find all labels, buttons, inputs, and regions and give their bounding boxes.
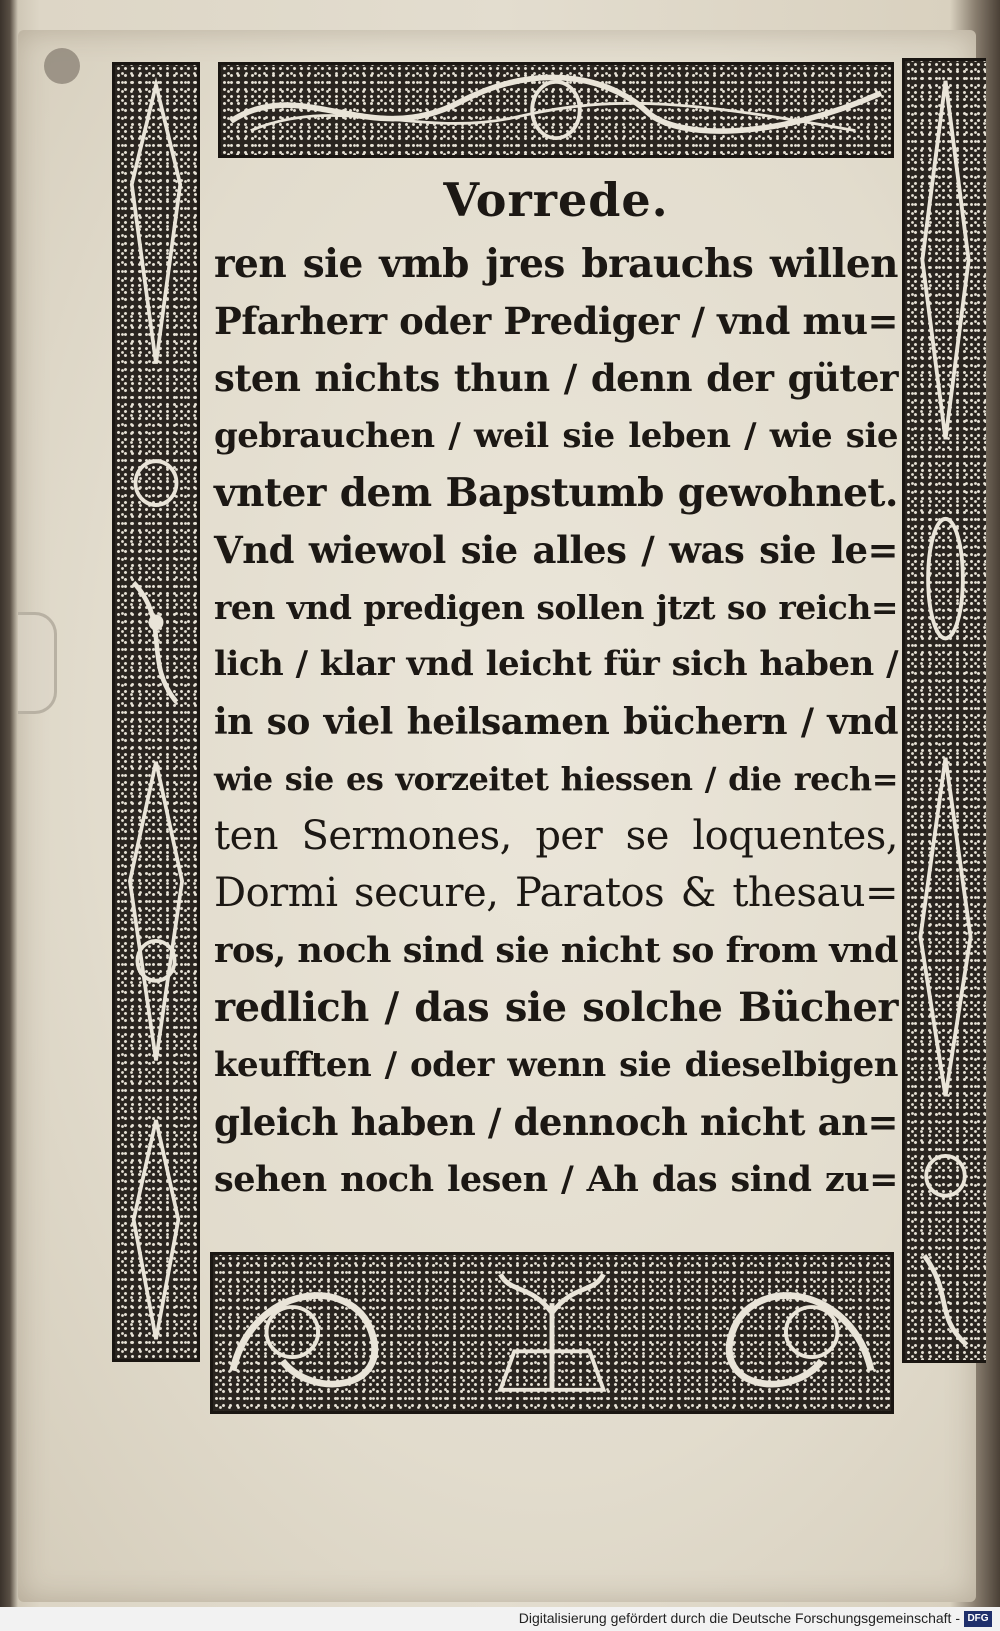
text-line: in so viel heilsamen büchern / vnd <box>214 700 898 743</box>
ornament-top-border <box>218 62 894 158</box>
text-line: wie sie es vorzeitet hiessen / die rech= <box>214 759 898 798</box>
text-line: ros, noch sind sie nicht so from vnd <box>214 930 898 972</box>
text-line: Pfarherr oder Prediger / vnd mu= <box>214 299 898 344</box>
page-text-block <box>214 170 898 1208</box>
text-line: Vnd wiewol sie alles / was sie le= <box>214 527 898 572</box>
footer-credit: Digitalisierung gefördert durch die Deutsche Forschungsgemeinschaft - <box>518 1610 960 1626</box>
page-clip <box>18 612 57 714</box>
text-line: ten Sermones, per se loquentes, <box>214 812 898 859</box>
text-line: gebrauchen / weil sie leben / wie sie <box>214 415 898 456</box>
text-line: vnter dem Bapstumb gewohnet. <box>214 469 898 516</box>
text-line: sehen noch lesen / Ah das sind zu= <box>214 1159 898 1200</box>
ornament-right-border <box>902 58 986 1363</box>
text-line: ren vnd predigen sollen jtzt so reich= <box>214 588 898 628</box>
ornament-bottom-border <box>210 1252 894 1414</box>
dfg-logo: DFG <box>964 1611 992 1627</box>
text-line: gleich haben / dennoch nicht an= <box>214 1099 898 1144</box>
paper-stain <box>44 48 80 84</box>
text-line: redlich / das sie solche Bücher <box>214 984 898 1032</box>
text-line: sten nichts thun / denn der güter <box>214 356 898 401</box>
text-line: lich / klar vnd leicht für sich haben / <box>214 644 898 685</box>
digitization-footer <box>0 1607 1000 1631</box>
page-heading: Vorrede. <box>443 173 669 227</box>
text-line: keufften / oder wenn sie dieselbigen <box>214 1044 898 1085</box>
text-line: Dormi secure, Paratos & thesau= <box>214 870 898 917</box>
text-line: ren sie vmb jres brauchs willen <box>214 241 898 287</box>
ornament-left-border <box>112 62 200 1362</box>
